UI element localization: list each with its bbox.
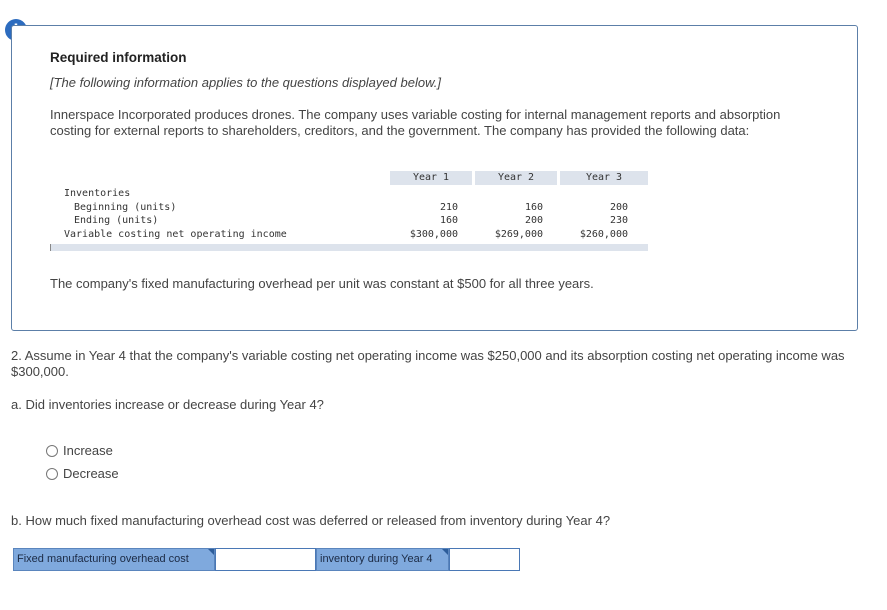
- required-info-title: Required information: [50, 50, 187, 65]
- fixed-overhead-label-cell: [13, 548, 215, 571]
- dropdown-corner-icon: [208, 549, 214, 555]
- cell-beginning-year3: 200: [609, 202, 628, 213]
- col-header-year3: Year 3: [560, 171, 648, 185]
- cell-beginning-year1: 210: [439, 202, 458, 213]
- radio-option-decrease[interactable]: [46, 466, 119, 481]
- part-b-question: b. How much fixed manufacturing overhead cost was deferred or released from inventory during Year 4?: [11, 513, 611, 528]
- table-row: [50, 214, 648, 228]
- inventory-year4-label: inventory during Year 4: [320, 553, 433, 565]
- col-header-year2: Year 2: [475, 171, 557, 185]
- deferred-released-input[interactable]: [215, 548, 316, 571]
- table-header-row: [50, 171, 648, 186]
- required-information-panel: [11, 25, 858, 331]
- row-label-ending: Ending (units): [74, 215, 159, 226]
- row-label-beginning: Beginning (units): [74, 202, 177, 213]
- cell-income-year2: $269,000: [494, 229, 543, 240]
- question-2-text: 2. Assume in Year 4 that the company's variable costing net operating income was $250,000 and its absorption costing net operating income was $300,000.: [11, 348, 845, 379]
- row-label-inventories: Inventories: [64, 188, 131, 199]
- radio-option-increase[interactable]: [46, 443, 113, 458]
- fixed-overhead-label: Fixed manufacturing overhead cost: [17, 553, 189, 565]
- answer-row: [13, 548, 520, 571]
- cell-ending-year2: 200: [524, 215, 543, 226]
- inventory-year4-label-cell: [316, 548, 449, 571]
- table-row: [50, 187, 648, 201]
- cell-beginning-year2: 160: [524, 202, 543, 213]
- required-info-subtitle: [The following information applies to the questions displayed below.]: [50, 75, 441, 90]
- col-header-year1: Year 1: [390, 171, 472, 185]
- row-label-variable-income: Variable costing net operating income: [64, 229, 287, 240]
- cell-ending-year1: 160: [439, 215, 458, 226]
- cell-ending-year3: 230: [609, 215, 628, 226]
- dropdown-corner-icon: [442, 549, 448, 555]
- overhead-amount-input[interactable]: [449, 548, 520, 571]
- table-row: [50, 228, 648, 242]
- table-footer-bar: [50, 244, 648, 251]
- cell-income-year1: $300,000: [409, 229, 458, 240]
- table-row: [50, 201, 648, 215]
- radio-label-decrease[interactable]: Decrease: [63, 466, 119, 481]
- radio-circle-icon[interactable]: [46, 445, 58, 457]
- part-a-question: a. Did inventories increase or decrease during Year 4?: [11, 397, 324, 412]
- required-info-description: Innerspace Incorporated produces drones. The company uses variable costing for internal management reports and absorption costing for external reports to shareholders, creditors, and the government. The company has provided the following data:: [50, 107, 781, 138]
- radio-circle-icon[interactable]: [46, 468, 58, 480]
- radio-label-increase[interactable]: Increase: [63, 443, 113, 458]
- fixed-overhead-note: The company's fixed manufacturing overhead per unit was constant at $500 for all three years.: [50, 276, 594, 291]
- cell-income-year3: $260,000: [579, 229, 628, 240]
